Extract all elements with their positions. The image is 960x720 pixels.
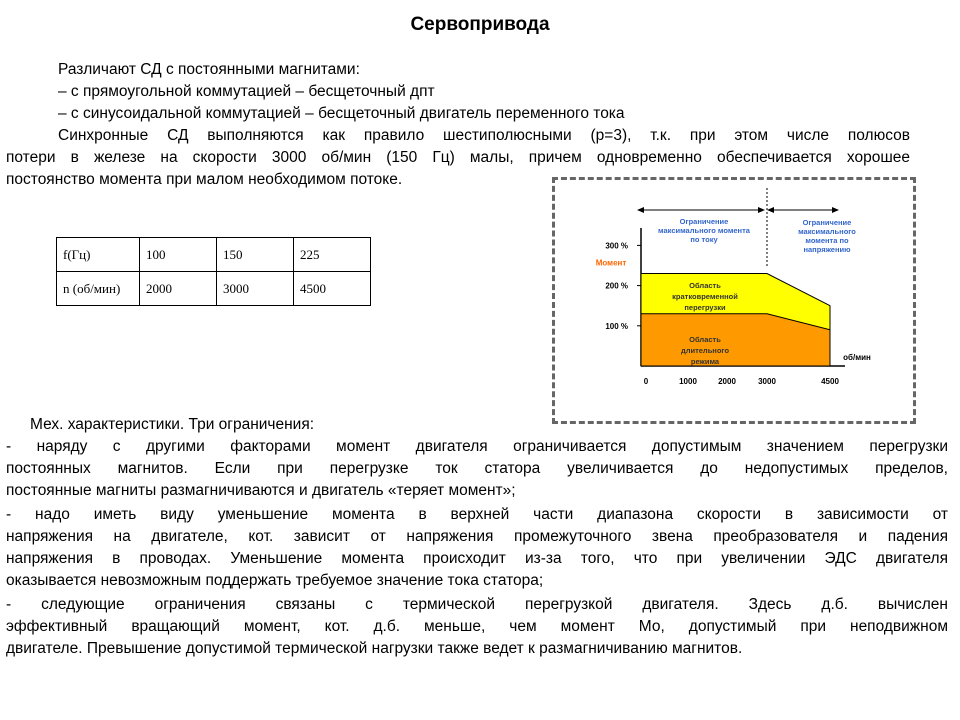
table-cell: 225 (294, 238, 371, 272)
table-cell: 2000 (140, 272, 217, 306)
table-row (57, 272, 371, 306)
annotation-overload-region: кратковременной (672, 292, 738, 301)
annotation-current-limit: максимального момента (658, 226, 750, 235)
x-tick-label: 4500 (821, 377, 839, 386)
table-row (57, 238, 371, 272)
arrow-head (758, 207, 765, 213)
annotation-voltage-limit: напряжению (803, 245, 851, 254)
x-axis-label: об/мин (843, 353, 871, 362)
intro-line-1: Различают СД с постоянными магнитами: (58, 61, 360, 78)
annotation-voltage-limit: максимального (798, 227, 856, 236)
body-line: эффективный вращающий момент, кот. д.б. меньше, чем момент Мо, допустимый при неподвижном (6, 618, 948, 635)
body-line: двигателе. Превышение допустимой термической нагрузки также ведет к размагничиванию магнитов. (6, 640, 743, 657)
torque-speed-chart (552, 177, 916, 424)
intro-paragraph-line: Синхронные СД выполняются как правило шестиполюсными (р=3), т.к. при этом числе полюсов (58, 127, 910, 144)
arrow-head (767, 207, 774, 213)
annotation-current-limit: по току (690, 235, 718, 244)
annotation-overload-region: Область (689, 281, 721, 290)
intro-line-2: – с прямоугольной коммутацией – бесщеточный дпт (58, 83, 435, 100)
y-axis-label: Момент (595, 258, 627, 268)
annotation-voltage-limit: момента по (805, 236, 849, 245)
annotation-current-limit: Ограничение (679, 217, 729, 226)
arrow-head (637, 207, 644, 213)
intro-line-3: – с синусоидальной коммутацией – бесщеточный двигатель переменного тока (58, 105, 625, 122)
body-line: постоянных магнитов. Если при перегрузке ток статора увеличивается до недопустимых пределов, (6, 460, 948, 477)
table-cell: f(Гц) (57, 238, 140, 272)
body-heading: Мех. характеристики. Три ограничения: (30, 416, 315, 433)
table-cell: n (об/мин) (57, 272, 140, 306)
x-tick-label: 0 (643, 377, 649, 386)
body-line: оказывается невозможным поддержать требуемое значение тока статора; (6, 572, 544, 589)
table-cell: 100 (140, 238, 217, 272)
chart-svg (555, 180, 913, 421)
intro-paragraph-line: потери в железе на скорости 3000 об/мин (150 Гц) малы, причем одновременно обеспечивается хорошее (6, 149, 910, 166)
y-tick-label: 100 % (605, 321, 628, 331)
body-line: - наряду с другими факторами момент двигателя ограничивается допустимым значением перегрузки (6, 438, 948, 455)
annotation-voltage-limit: Ограничение (802, 218, 852, 227)
table-cell: 150 (217, 238, 294, 272)
body-line: напряжения в проводах. Уменьшение момента происходит из-за того, что при увеличении ЭДС двигателя (6, 550, 948, 567)
body-line: постоянные магниты размагничиваются и двигатель «теряет момент»; (6, 482, 516, 499)
y-tick-label: 200 % (605, 281, 628, 291)
intro-paragraph-line: постоянство момента при малом необходимом потоке. (6, 171, 403, 188)
annotation-continuous-region: длительного (680, 346, 730, 355)
page-title: Сервопривода (410, 14, 550, 35)
table-cell: 3000 (217, 272, 294, 306)
annotation-continuous-region: режима (690, 357, 720, 366)
annotation-overload-region: перегрузки (684, 303, 726, 312)
x-tick-label: 1000 (679, 377, 697, 386)
arrow-head (832, 207, 839, 213)
body-line: напряжения на двигателе, кот. зависит от напряжения промежуточного звена преобразователя и падения (6, 528, 948, 545)
table-cell: 4500 (294, 272, 371, 306)
x-tick-label: 3000 (758, 377, 776, 386)
body-line: - надо иметь виду уменьшение момента в верхней части диапазона скорости в зависимости от (6, 506, 948, 523)
x-tick-label: 2000 (718, 377, 736, 386)
body-line: - следующие ограничения связаны с термической перегрузкой двигателя. Здесь д.б. вычислен (6, 596, 948, 613)
y-tick-label: 300 % (605, 241, 628, 251)
frequency-speed-table (56, 237, 371, 306)
annotation-continuous-region: Область (689, 335, 721, 344)
